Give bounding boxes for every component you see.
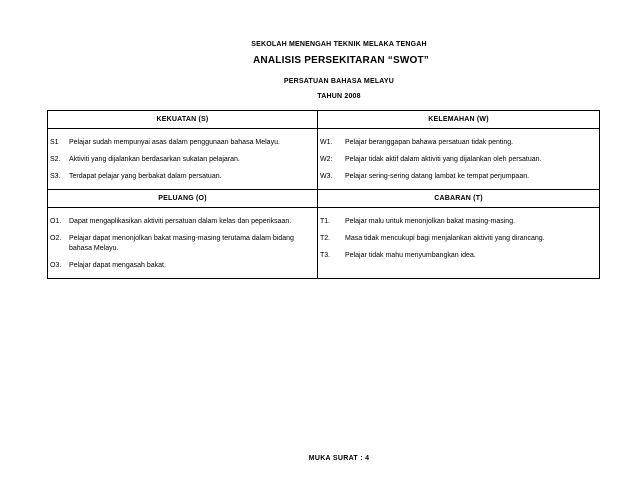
weaknesses-heading: KELEMAHAN (W) — [318, 111, 600, 129]
item-code: S2. — [50, 156, 61, 163]
threats-list — [318, 208, 600, 279]
weakness-item — [320, 138, 595, 148]
threat-item — [320, 234, 595, 244]
item-code: S1 — [50, 139, 59, 146]
strength-item — [50, 138, 313, 148]
document-year: TAHUN 2008 — [317, 93, 361, 100]
strength-item — [50, 172, 313, 182]
threats-heading: CABARAN (T) — [318, 190, 600, 208]
item-code: T3. — [320, 252, 331, 259]
opportunities-heading: PELUANG (O) — [48, 190, 318, 208]
item-code: O1. — [50, 218, 62, 225]
item-text: Aktiviti yang dijalankan berdasarkan sukatan pelajaran. — [69, 156, 240, 163]
item-text: Pelajar sering-sering datang lambat ke tempat perjumpaan. — [345, 173, 530, 180]
swot-table — [47, 110, 600, 279]
item-text: Pelajar tidak aktif dalam aktiviti yang dijalankan oleh persatuan. — [345, 156, 542, 163]
association-name: PERSATUAN BAHASA MELAYU — [283, 78, 395, 85]
item-text: Pelajar dapat menonjolkan bakat masing-masing terutama dalam bidang bahasa Melayu. — [69, 235, 294, 252]
weakness-item — [320, 155, 595, 165]
item-code: S3. — [50, 173, 61, 180]
item-code: T1. — [320, 218, 331, 225]
item-text: Masa tidak mencukupi bagi menjalankan aktiviti yang dirancang. — [345, 235, 545, 242]
item-text: Terdapat pelajar yang berbakat dalam persatuan. — [69, 173, 222, 180]
item-text: Pelajar dapat mengasah bakat. — [69, 262, 166, 269]
item-code: W1. — [320, 139, 333, 146]
strengths-heading: KEKUATAN (S) — [48, 111, 318, 129]
page-number: MUKA SURAT : 4 — [308, 455, 370, 462]
strengths-list — [48, 129, 318, 190]
item-code: T2. — [320, 235, 331, 242]
item-text: Dapat mengaplikasikan aktiviti persatuan dalam kelas dan peperiksaan. — [69, 218, 292, 225]
item-code: O2. — [50, 235, 62, 242]
threat-item — [320, 217, 595, 227]
opportunity-item — [50, 261, 313, 271]
weakness-item — [320, 172, 595, 182]
strength-item — [50, 155, 313, 165]
threat-item — [320, 251, 595, 261]
item-text: Pelajar tidak mahu menyumbangkan idea. — [345, 252, 476, 259]
weaknesses-list — [318, 129, 600, 190]
item-text: Pelajar beranggapan bahawa persatuan tidak penting. — [345, 139, 514, 146]
opportunity-item — [50, 217, 313, 227]
school-name: SEKOLAH MENENGAH TEKNIK MELAKA TENGAH — [251, 41, 427, 48]
item-code: W2: — [320, 156, 333, 163]
opportunities-list — [48, 208, 318, 279]
document-title: ANALISIS PERSEKITARAN “SWOT” — [253, 55, 429, 66]
item-text: Pelajar sudah mempunyai asas dalam penggunaan bahasa Melayu. — [69, 139, 280, 146]
item-text: Pelajar malu untuk menonjolkan bakat masing-masing. — [345, 218, 516, 225]
item-code: W3. — [320, 173, 333, 180]
item-code: O3. — [50, 262, 62, 269]
opportunity-item — [50, 234, 313, 254]
